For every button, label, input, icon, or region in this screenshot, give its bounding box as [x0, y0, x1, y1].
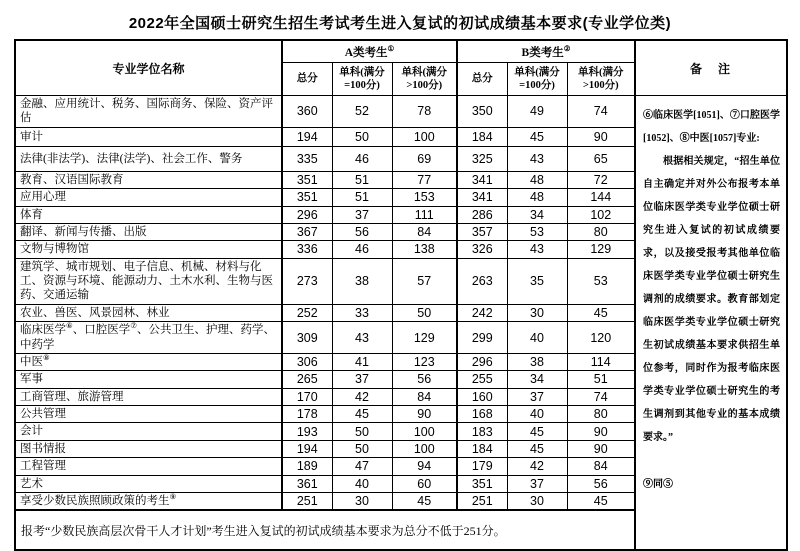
score-value: 53	[567, 258, 635, 304]
degree-name: 教育、汉语国际教育	[15, 171, 282, 188]
score-value: 265	[282, 371, 332, 388]
score-value: 45	[507, 440, 567, 457]
score-value: 90	[567, 127, 635, 146]
score-value: 56	[392, 371, 457, 388]
score-value: 33	[332, 304, 392, 321]
table-row	[15, 96, 787, 128]
score-value: 77	[392, 171, 457, 188]
score-value: 351	[282, 189, 332, 206]
score-value: 45	[507, 423, 567, 440]
score-value: 84	[567, 458, 635, 475]
score-value: 100	[392, 440, 457, 457]
score-value: 184	[457, 440, 507, 457]
score-value: 40	[332, 475, 392, 492]
score-value: 129	[392, 322, 457, 354]
score-value: 194	[282, 127, 332, 146]
score-value: 38	[332, 258, 392, 304]
column-header-b-single-over100: 单科(满分>100分)	[567, 63, 635, 96]
score-value: 153	[392, 189, 457, 206]
score-value: 30	[507, 492, 567, 510]
degree-name: 法律(非法学)、法律(法学)、社会工作、警务	[15, 146, 282, 171]
score-value: 50	[332, 423, 392, 440]
column-header-b-single-100: 单科(满分=100分)	[507, 63, 567, 96]
score-value: 43	[332, 322, 392, 354]
column-group-a	[282, 40, 457, 63]
score-value: 51	[332, 171, 392, 188]
score-value: 309	[282, 322, 332, 354]
score-value: 65	[567, 146, 635, 171]
score-value: 37	[332, 206, 392, 223]
column-group-b	[457, 40, 635, 63]
score-value: 37	[507, 475, 567, 492]
score-value: 94	[392, 458, 457, 475]
score-value: 189	[282, 458, 332, 475]
score-value: 50	[332, 440, 392, 457]
score-value: 80	[567, 223, 635, 240]
degree-name: 临床医学⑥、口腔医学⑦、公共卫生、护理、药学、中药学	[15, 322, 282, 354]
score-value: 120	[567, 322, 635, 354]
score-value: 30	[332, 492, 392, 510]
score-value: 72	[567, 171, 635, 188]
score-value: 90	[392, 406, 457, 423]
score-value: 361	[282, 475, 332, 492]
table-header	[15, 40, 787, 96]
score-value: 351	[457, 475, 507, 492]
score-value: 114	[567, 353, 635, 370]
score-value: 193	[282, 423, 332, 440]
score-value: 170	[282, 388, 332, 405]
score-value: 74	[567, 388, 635, 405]
score-value: 50	[332, 127, 392, 146]
score-value: 160	[457, 388, 507, 405]
score-value: 43	[507, 241, 567, 258]
score-value: 53	[507, 223, 567, 240]
score-value: 45	[392, 492, 457, 510]
column-header-a-total: 总分	[282, 63, 332, 96]
degree-name: 图书情报	[15, 440, 282, 457]
score-value: 45	[507, 127, 567, 146]
score-value: 306	[282, 353, 332, 370]
score-value: 273	[282, 258, 332, 304]
score-value: 90	[567, 423, 635, 440]
score-value: 325	[457, 146, 507, 171]
score-value: 100	[392, 423, 457, 440]
score-value: 43	[507, 146, 567, 171]
score-value: 40	[507, 406, 567, 423]
score-value: 40	[507, 322, 567, 354]
group-a-label: A类考生	[344, 46, 388, 59]
score-value: 41	[332, 353, 392, 370]
score-value: 184	[457, 127, 507, 146]
score-value: 336	[282, 241, 332, 258]
score-value: 102	[567, 206, 635, 223]
score-value: 45	[332, 406, 392, 423]
score-value: 144	[567, 189, 635, 206]
score-value: 84	[392, 388, 457, 405]
score-value: 69	[392, 146, 457, 171]
score-value: 90	[567, 440, 635, 457]
score-value: 138	[392, 241, 457, 258]
score-value: 251	[282, 492, 332, 510]
score-value: 46	[332, 146, 392, 171]
score-value: 242	[457, 304, 507, 321]
score-value: 37	[507, 388, 567, 405]
score-value: 299	[457, 322, 507, 354]
score-value: 179	[457, 458, 507, 475]
score-value: 255	[457, 371, 507, 388]
score-value: 38	[507, 353, 567, 370]
score-value: 252	[282, 304, 332, 321]
score-value: 45	[567, 304, 635, 321]
score-value: 335	[282, 146, 332, 171]
table-body	[15, 96, 787, 551]
column-header-remarks: 备 注	[635, 40, 787, 96]
degree-name: 农业、兽医、风景园林、林业	[15, 304, 282, 321]
score-value: 111	[392, 206, 457, 223]
score-value: 74	[567, 96, 635, 128]
score-value: 34	[507, 371, 567, 388]
score-value: 129	[567, 241, 635, 258]
group-b-footnote-mark: ②	[563, 43, 571, 53]
score-value: 168	[457, 406, 507, 423]
score-value: 37	[332, 371, 392, 388]
score-value: 57	[392, 258, 457, 304]
score-value: 326	[457, 241, 507, 258]
degree-name: 文物与博物馆	[15, 241, 282, 258]
column-header-b-total: 总分	[457, 63, 507, 96]
score-value: 80	[567, 406, 635, 423]
remark-paragraph: 根据相关规定，“招生单位自主确定并对外公布报考本单位临床医学类专业学位硕士研究生进入复试的初试成绩要求，以及接受报考其他单位临床医学类专业学位硕士研究生调剂的成绩要求。教育部划定临床医学类专业学位硕士研究生初试成绩基本要求供招生单位参考，同时作为报考临床医学类专业学位硕士研究生的考生调剂到其他专业的基本成绩要求。”	[643, 156, 781, 443]
score-value: 34	[507, 206, 567, 223]
score-value: 360	[282, 96, 332, 128]
score-value: 42	[332, 388, 392, 405]
page-title: 2022年全国硕士研究生招生考试考生进入复试的初试成绩基本要求(专业学位类)	[128, 15, 672, 32]
score-value: 100	[392, 127, 457, 146]
score-value: 56	[567, 475, 635, 492]
score-value: 350	[457, 96, 507, 128]
degree-name: 会计	[15, 423, 282, 440]
footnote-cell: 报考“少数民族高层次骨干人才计划”考生进入复试的初试成绩基本要求为总分不低于251分。	[15, 510, 635, 550]
degree-name: 艺术	[15, 475, 282, 492]
score-value: 46	[332, 241, 392, 258]
score-value: 286	[457, 206, 507, 223]
score-value: 183	[457, 423, 507, 440]
degree-name: 工程管理	[15, 458, 282, 475]
degree-name: 应用心理	[15, 189, 282, 206]
score-value: 178	[282, 406, 332, 423]
score-value: 56	[332, 223, 392, 240]
score-value: 367	[282, 223, 332, 240]
score-value: 251	[457, 492, 507, 510]
remark-paragraph: ⑨同⑤	[643, 479, 674, 490]
remarks-cell	[635, 96, 787, 551]
score-value: 30	[507, 304, 567, 321]
remarks-content	[636, 96, 786, 496]
score-value: 35	[507, 258, 567, 304]
remark-paragraph: ⑥临床医学[1051]、⑦口腔医学[1052]、⑧中医[1057]专业:	[643, 110, 781, 144]
score-value: 51	[332, 189, 392, 206]
degree-name: 金融、应用统计、税务、国际商务、保险、资产评估	[15, 96, 282, 128]
score-value: 123	[392, 353, 457, 370]
score-value: 51	[567, 371, 635, 388]
header-row-groups	[15, 40, 787, 63]
score-value: 84	[392, 223, 457, 240]
score-value: 296	[282, 206, 332, 223]
degree-name: 中医⑧	[15, 353, 282, 370]
score-value: 341	[457, 189, 507, 206]
degree-name: 军事	[15, 371, 282, 388]
score-value: 341	[457, 171, 507, 188]
degree-name: 体育	[15, 206, 282, 223]
score-value: 47	[332, 458, 392, 475]
score-value: 48	[507, 171, 567, 188]
score-value: 50	[392, 304, 457, 321]
score-value: 263	[457, 258, 507, 304]
degree-name: 工商管理、旅游管理	[15, 388, 282, 405]
score-value: 48	[507, 189, 567, 206]
score-value: 42	[507, 458, 567, 475]
score-value: 52	[332, 96, 392, 128]
score-value: 351	[282, 171, 332, 188]
degree-name: 享受少数民族照顾政策的考生⑨	[15, 492, 282, 510]
score-value: 60	[392, 475, 457, 492]
column-header-a-single-100: 单科(满分=100分)	[332, 63, 392, 96]
score-value: 296	[457, 353, 507, 370]
group-a-footnote-mark: ①	[387, 43, 395, 53]
score-value: 45	[567, 492, 635, 510]
score-value: 357	[457, 223, 507, 240]
score-requirements-table	[14, 39, 788, 551]
score-value: 49	[507, 96, 567, 128]
degree-name: 翻译、新闻与传播、出版	[15, 223, 282, 240]
degree-name: 公共管理	[15, 406, 282, 423]
column-header-degree-name: 专业学位名称	[15, 40, 282, 96]
column-header-a-single-over100: 单科(满分>100分)	[392, 63, 457, 96]
degree-name: 建筑学、城市规划、电子信息、机械、材料与化工、资源与环境、能源动力、土木水利、生物与医药、交通运输	[15, 258, 282, 304]
score-value: 194	[282, 440, 332, 457]
score-value: 78	[392, 96, 457, 128]
degree-name: 审计	[15, 127, 282, 146]
group-b-label: B类考生	[521, 46, 564, 59]
